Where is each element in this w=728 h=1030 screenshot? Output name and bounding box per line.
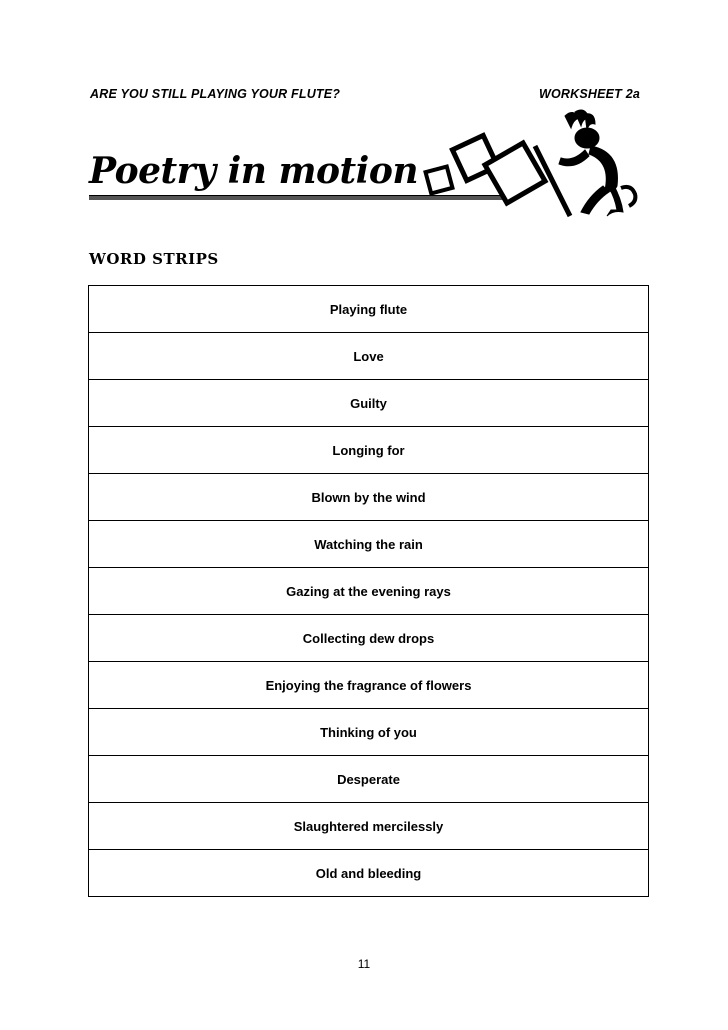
word-strip: Longing for — [89, 427, 648, 474]
word-strip: Love — [89, 333, 648, 380]
page-title: Poetry in motion — [89, 150, 419, 192]
word-strip: Watching the rain — [89, 521, 648, 568]
word-strip: Thinking of you — [89, 709, 648, 756]
word-strip: Gazing at the evening rays — [89, 568, 648, 615]
word-strip: Slaughtered mercilessly — [89, 803, 648, 850]
word-strip: Blown by the wind — [89, 474, 648, 521]
word-strip: Enjoying the fragrance of flowers — [89, 662, 648, 709]
page-number: 11 — [357, 957, 371, 971]
kokopelli-flute-player-icon — [415, 108, 645, 220]
section-heading: WORD STRIPS — [89, 250, 219, 268]
word-strip: Playing flute — [89, 286, 648, 333]
word-strip: Old and bleeding — [89, 850, 648, 897]
word-strip: Desperate — [89, 756, 648, 803]
word-strip: Guilty — [89, 380, 648, 427]
worksheet-series-title: ARE YOU STILL PLAYING YOUR FLUTE? — [90, 87, 341, 101]
worksheet-number: WORKSHEET 2a — [538, 87, 640, 101]
word-strip: Collecting dew drops — [89, 615, 648, 662]
word-strips-table — [88, 285, 649, 897]
